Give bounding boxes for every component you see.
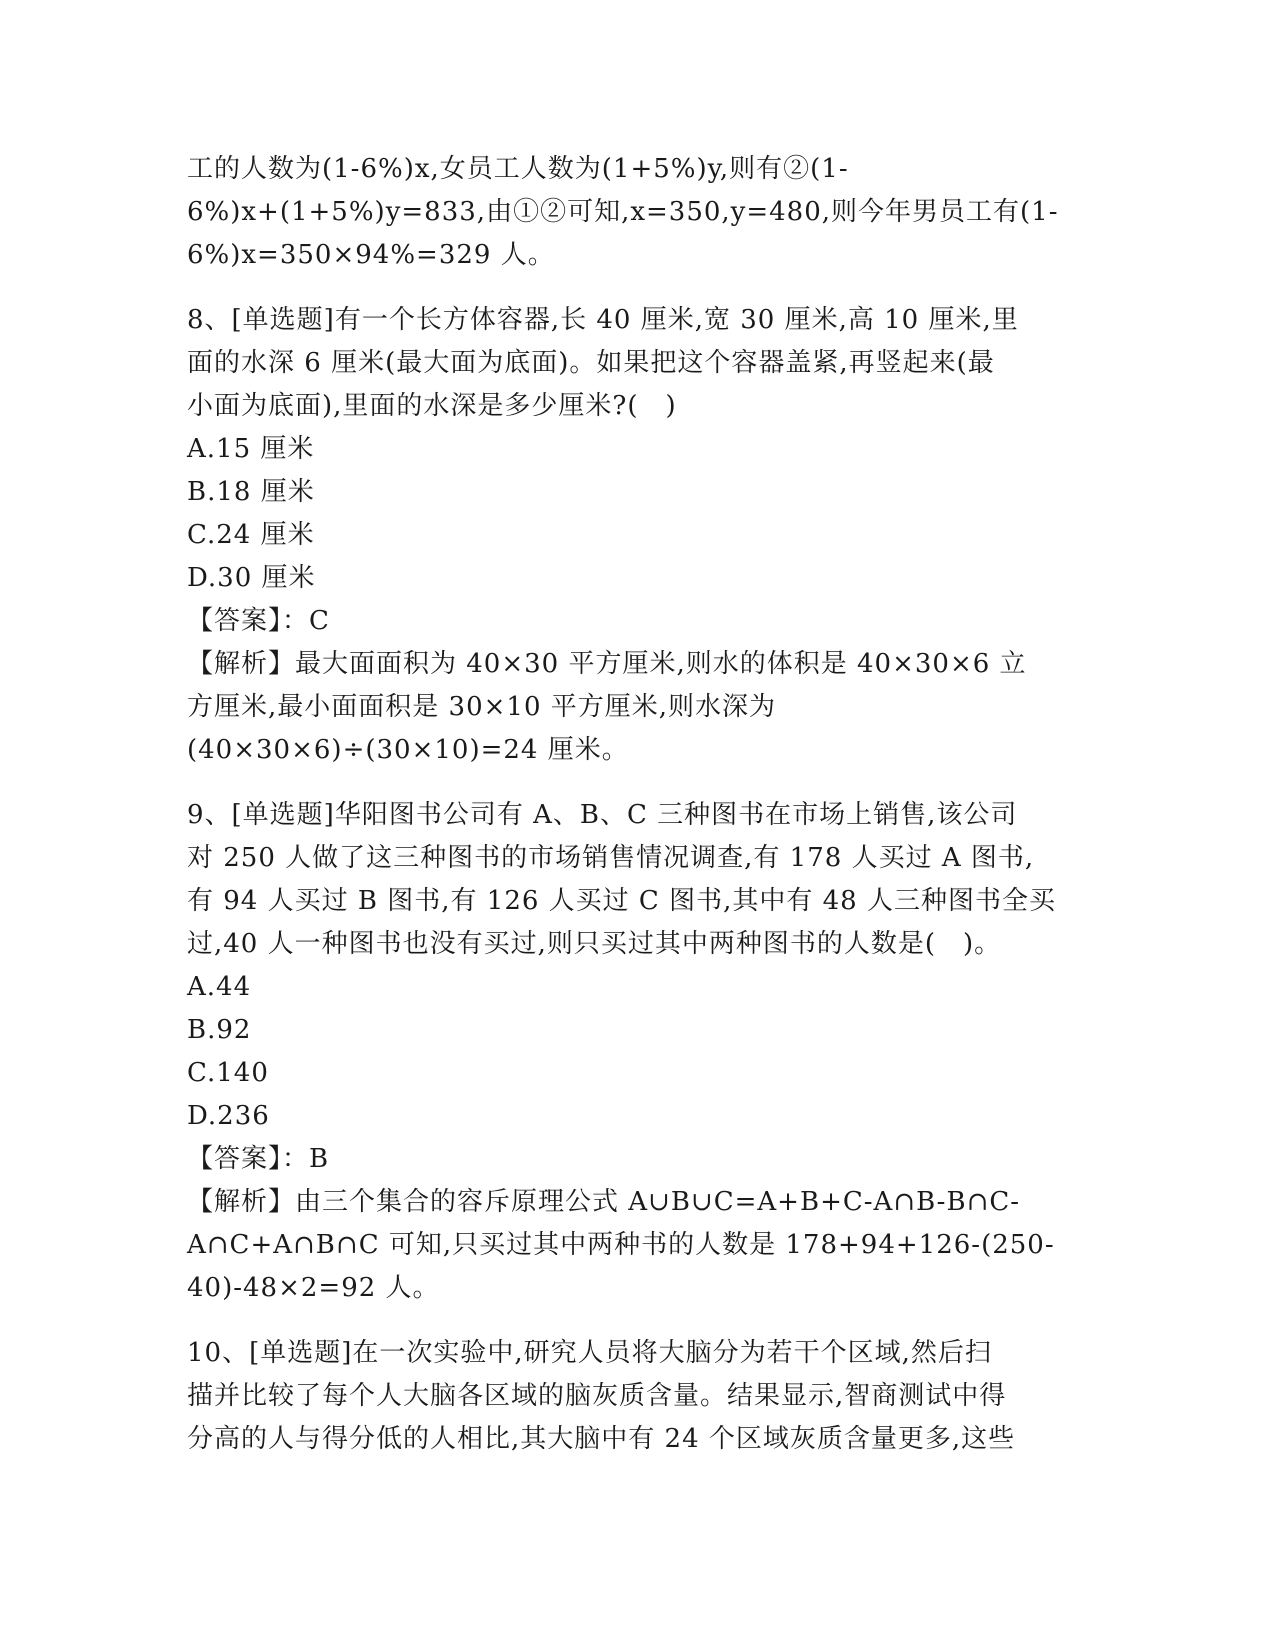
explanation-line: 【解析】最大面面积为 40×30 平方厘米,则水的体积是 40×30×6 立: [187, 649, 1027, 679]
option-b: B.92: [187, 1015, 252, 1045]
answer-line: 【答案】：B: [187, 1144, 330, 1174]
option-c: C.24 厘米: [187, 520, 315, 550]
option-a: A.44: [187, 972, 252, 1002]
question-stem-line: 对 250 人做了这三种图书的市场销售情况调查,有 178 人买过 A 图书,: [187, 843, 1035, 873]
previous-solution: [187, 148, 1087, 277]
question-8: [187, 299, 1087, 772]
text-line: 6%)x=350×94%=329 人。: [187, 240, 555, 270]
question-stem-line: 过,40 人一种图书也没有买过,则只买过其中两种图书的人数是( )。: [187, 929, 1002, 959]
explanation-line: (40×30×6)÷(30×10)=24 厘米。: [187, 735, 629, 765]
option-a: A.15 厘米: [187, 434, 315, 464]
question-stem-line: 10、[单选题]在一次实验中,研究人员将大脑分为若干个区域,然后扫: [187, 1338, 992, 1368]
question-stem-line: 面的水深 6 厘米(最大面为底面)。如果把这个容器盖紧,再竖起来(最: [187, 348, 995, 378]
question-9: [187, 794, 1087, 1310]
question-10: [187, 1332, 1087, 1461]
question-stem-line: 分高的人与得分低的人相比,其大脑中有 24 个区域灰质含量更多,这些: [187, 1424, 1016, 1454]
option-b: B.18 厘米: [187, 477, 315, 507]
option-d: D.30 厘米: [187, 563, 316, 593]
question-stem-line: 9、[单选题]华阳图书公司有 A、B、C 三种图书在市场上销售,该公司: [187, 800, 1018, 830]
explanation-line: 【解析】由三个集合的容斥原理公式 A∪B∪C=A+B+C-A∩B-B∩C-: [187, 1187, 1021, 1217]
option-c: C.140: [187, 1058, 269, 1088]
text-line: 工的人数为(1-6%)x,女员工人数为(1+5%)y,则有②(1-: [187, 154, 849, 184]
explanation-line: 方厘米,最小面面积是 30×10 平方厘米,则水深为: [187, 692, 777, 722]
explanation-line: 40)-48×2=92 人。: [187, 1273, 440, 1303]
answer-line: 【答案】：C: [187, 606, 330, 636]
document-body: [187, 148, 1087, 1461]
option-d: D.236: [187, 1101, 270, 1131]
question-stem-line: 小面为底面),里面的水深是多少厘米?( ): [187, 391, 677, 421]
question-stem-line: 8、[单选题]有一个长方体容器,长 40 厘米,宽 30 厘米,高 10 厘米,里: [187, 305, 1019, 335]
text-line: 6%)x+(1+5%)y=833,由①②可知,x=350,y=480,则今年男员工有(1-: [187, 197, 1059, 227]
question-stem-line: 有 94 人买过 B 图书,有 126 人买过 C 图书,其中有 48 人三种图书全买: [187, 886, 1056, 916]
explanation-line: A∩C+A∩B∩C 可知,只买过其中两种书的人数是 178+94+126-(250-: [187, 1230, 1055, 1260]
question-stem-line: 描并比较了每个人大脑各区域的脑灰质含量。结果显示,智商测试中得: [187, 1381, 1007, 1411]
